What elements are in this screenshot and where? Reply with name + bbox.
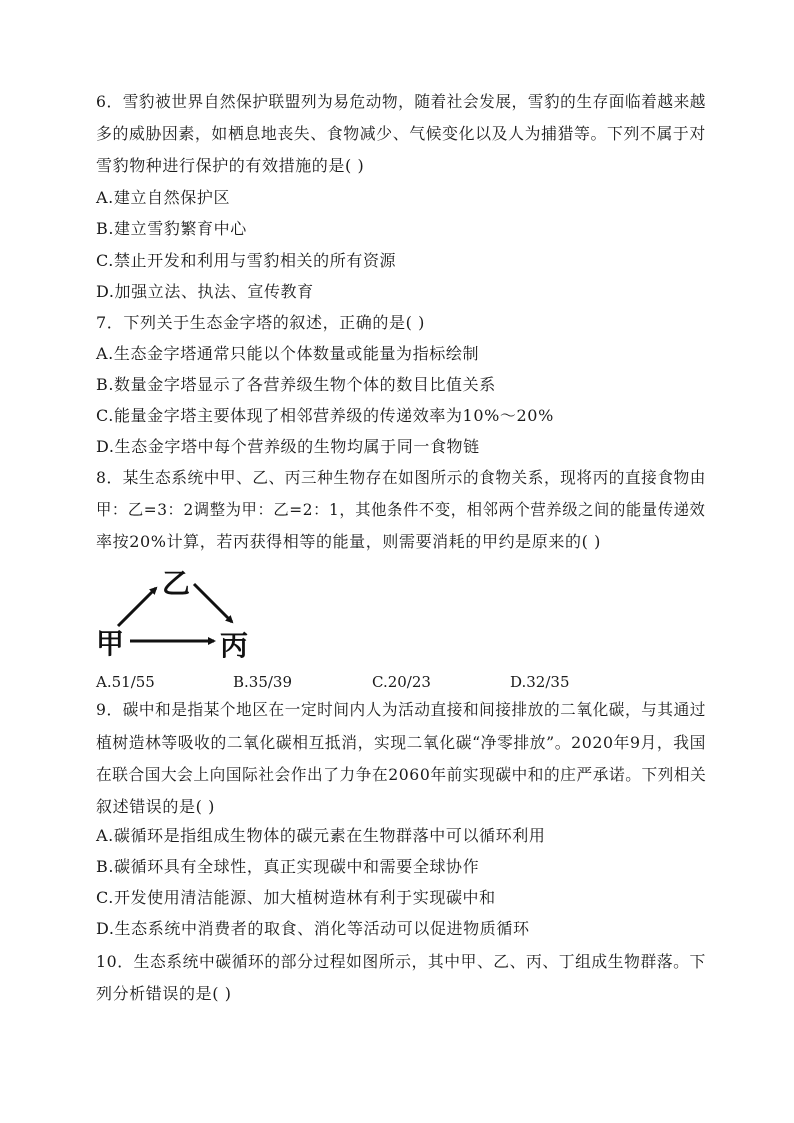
question-9-text-line-3: 在联合国大会上向国际社会作出了力争在2060年前实现碳中和的庄严承诺。下列相关 — [96, 765, 707, 784]
diagram-node-bing: 丙 — [220, 629, 249, 662]
question-10-text-line-1: 10．生态系统中碳循环的部分过程如图所示，其中甲、乙、丙、丁组成生物群落。下 — [96, 952, 706, 971]
question-10-text-line-2: 列分析错误的是( ) — [96, 984, 232, 1003]
arrow-jia-to-yi — [118, 588, 156, 626]
question-8-text-line-2: 甲：乙=3：2调整为甲：乙=2：1，其他条件不变，相邻两个营养级之间的能量传递效 — [96, 500, 706, 519]
question-7-option-d: D.生态金字塔中每个营养级的生物均属于同一食物链 — [96, 437, 480, 456]
question-9-option-d: D.生态系统中消费者的取食、消化等活动可以促进物质循环 — [96, 919, 530, 938]
question-8-options-row — [96, 672, 696, 692]
question-6-option-d: D.加强立法、执法、宣传教育 — [96, 282, 314, 301]
question-6-text-line-3: 雪豹物种进行保护的有效措施的是( ) — [96, 156, 365, 175]
question-6-option-b: B.建立雪豹繁育中心 — [96, 219, 247, 238]
question-8-option-d: D.32/35 — [510, 673, 570, 691]
question-7-option-b: B.数量金字塔显示了各营养级生物个体的数目比值关系 — [96, 375, 496, 394]
question-6-text-line-1: 6．雪豹被世界自然保护联盟列为易危动物，随着社会发展，雪豹的生存面临着越来越 — [96, 92, 706, 111]
question-9-option-a: A.碳循环是指组成生物体的碳元素在生物群落中可以循环利用 — [96, 826, 546, 845]
question-6-option-a: A.建立自然保护区 — [96, 188, 231, 207]
question-8-text-line-1: 8．某生态系统中甲、乙、丙三种生物存在如图所示的食物关系，现将丙的直接食物由 — [96, 468, 706, 487]
question-7-option-c: C.能量金字塔主要体现了相邻营养级的传递效率为10%～20% — [96, 406, 554, 425]
question-9-option-b: B.碳循环具有全球性，真正实现碳中和需要全球协作 — [96, 857, 480, 876]
question-9-text-line-2: 植树造林等吸收的二氧化碳相互抵消，实现二氧化碳“净零排放”。2020年9月，我国 — [96, 733, 706, 752]
question-7-text-line-1: 7．下列关于生态金字塔的叙述，正确的是( ) — [96, 313, 425, 332]
question-7-option-a: A.生态金字塔通常只能以个体数量或能量为指标绘制 — [96, 344, 480, 363]
question-6-text-line-2: 多的威胁因素，如栖息地丧失、食物减少、气候变化以及人为捕猎等。下列不属于对 — [96, 124, 706, 143]
diagram-node-jia: 甲 — [96, 627, 125, 660]
question-8-option-c: C.20/23 — [372, 673, 431, 691]
question-9-option-c: C.开发使用清洁能源、加大植树造林有利于实现碳中和 — [96, 888, 496, 907]
question-8-text-line-3: 率按20%计算，若丙获得相等的能量，则需要消耗的甲约是原来的( ) — [96, 532, 601, 551]
question-9-text-line-4: 叙述错误的是( ) — [96, 797, 215, 816]
food-web-diagram — [96, 566, 256, 664]
diagram-node-yi: 乙 — [162, 567, 191, 600]
question-8-option-a: A.51/55 — [96, 673, 155, 691]
question-6-option-c: C.禁止开发和利用与雪豹相关的所有资源 — [96, 251, 397, 270]
arrow-yi-to-bing — [194, 584, 232, 622]
question-9-text-line-1: 9．碳中和是指某个地区在一定时间内人为活动直接和间接排放的二氧化碳，与其通过 — [96, 700, 706, 719]
question-8-option-b: B.35/39 — [233, 673, 293, 691]
